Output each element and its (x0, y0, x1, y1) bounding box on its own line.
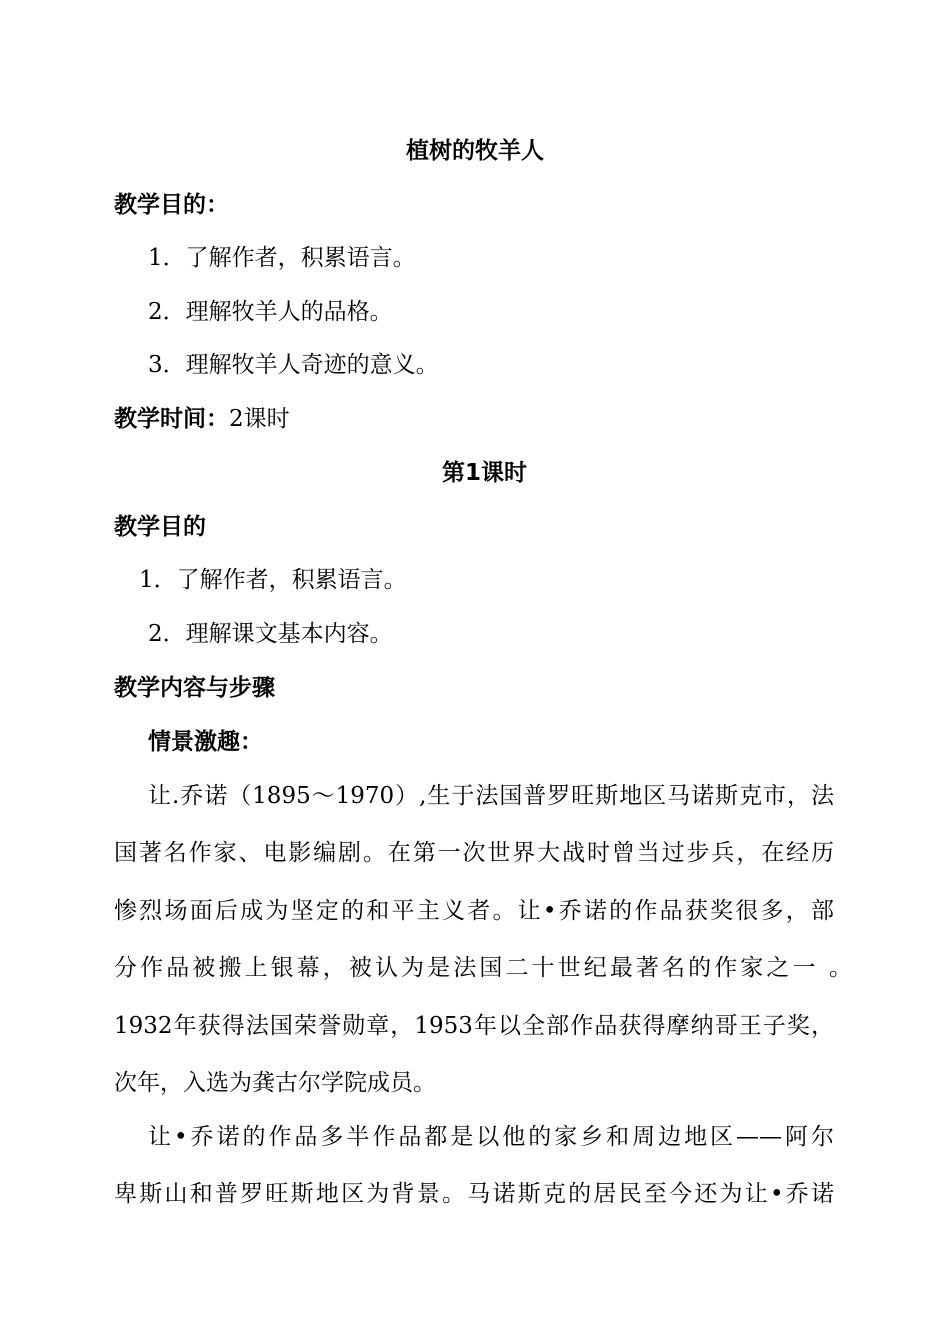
paragraph1-line-2: 国著名作家、电影编剧。在第一次世界大战时曾当过步兵，在经历 (114, 840, 834, 866)
lesson-objective-item-2: 2．理解课文基本内容。 (148, 621, 393, 647)
teaching-time-label: 教学时间： (114, 406, 229, 432)
paragraph2-line-2: 卑斯山和普罗旺斯地区为背景。马诺斯克的居民至今还为让•乔诺 (114, 1181, 834, 1207)
paragraph1-line-1: 让.乔诺（1895～1970）,生于法国普罗旺斯地区马诺斯克市，法 (148, 783, 834, 809)
lesson-objectives-heading: 教学目的 (114, 514, 206, 540)
paragraph2-line-1: 让•乔诺的作品多半作品都是以他的家乡和周边地区——阿尔 (148, 1124, 834, 1150)
teaching-time-value: 2课时 (229, 406, 290, 432)
paragraph1-line-6: 次年，入选为龚古尔学院成员。 (114, 1070, 436, 1096)
objective-item-2: 2．理解牧羊人的品格。 (148, 299, 393, 325)
objective-item-1: 1．了解作者，积累语言。 (148, 245, 416, 271)
lesson-objective-item-1: 1．了解作者，积累语言。 (139, 567, 407, 593)
document-title: 植树的牧羊人 (406, 138, 544, 164)
objective-item-3: 3．理解牧羊人奇迹的意义。 (148, 352, 439, 378)
teaching-time (114, 404, 290, 434)
paragraph1-line-4: 分作品被搬上银幕，被认为是法国二十世纪最著名的作家之一 。 (114, 955, 852, 981)
paragraph1-line-5: 1932年获得法国荣誉勋章，1953年以全部作品获得摩纳哥王子奖， (114, 1013, 834, 1039)
intro-heading: 情景激趣： (148, 729, 263, 755)
paragraph1-line-3: 惨烈场面后成为坚定的和平主义者。让•乔诺的作品获奖很多，部 (114, 898, 834, 924)
lesson-title: 第1课时 (442, 460, 528, 486)
steps-heading: 教学内容与步骤 (114, 675, 275, 701)
objectives-heading: 教学目的： (114, 192, 229, 218)
